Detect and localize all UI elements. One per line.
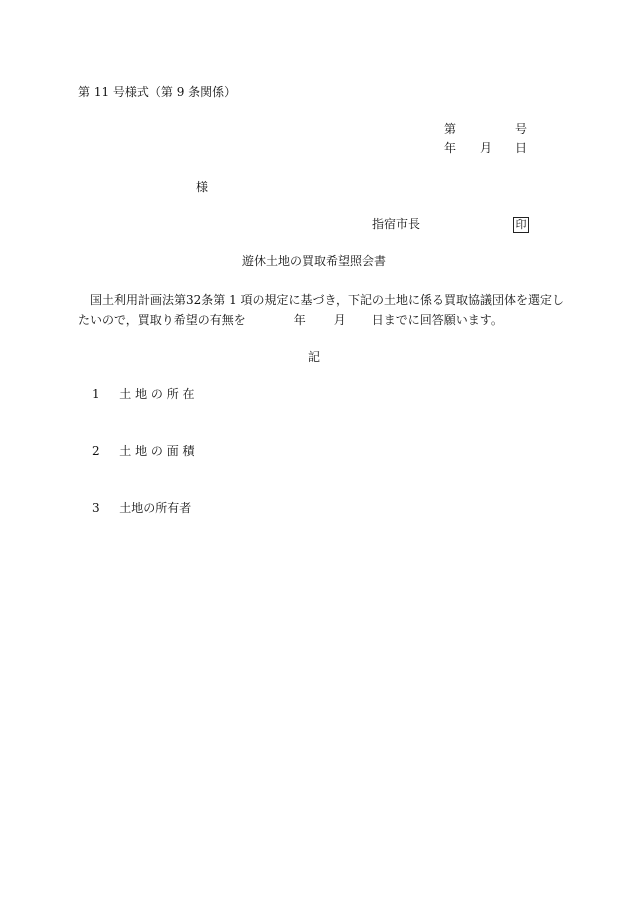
body-line-2 <box>78 312 503 328</box>
seal-box: 印 <box>513 217 529 233</box>
item-label: 土地の所有者 <box>119 501 192 515</box>
body-line-1: 国土利用計画法第32条第 1 項の規定に基づき，下記の土地に係る買取協議団体を選定し <box>90 293 565 307</box>
item-label: 土 地 の 面 積 <box>119 444 195 458</box>
body-line-2-tail: 日までに回答願います。 <box>371 313 503 327</box>
date-month: 月 <box>480 141 493 155</box>
doc-number-prefix: 第 <box>444 122 457 136</box>
item-label: 土 地 の 所 在 <box>119 387 195 401</box>
item-number: 2 <box>92 444 100 458</box>
body-line-2-year: 年 <box>293 313 306 327</box>
list-item <box>92 500 191 516</box>
item-number: 3 <box>92 501 100 515</box>
list-item <box>92 443 195 459</box>
issuer-name: 指宿市長 <box>372 217 421 231</box>
form-number: 第 11 号様式（第 9 条関係） <box>78 85 237 99</box>
date-day: 日 <box>515 141 528 155</box>
body-line-2-month: 月 <box>333 313 346 327</box>
document-title: 遊休土地の買取希望照会書 <box>242 254 387 268</box>
body-line-2-lead: たいので，買取り希望の有無を <box>78 313 246 327</box>
date-year: 年 <box>444 141 457 155</box>
item-number: 1 <box>92 387 100 401</box>
list-item <box>92 386 195 402</box>
doc-number-suffix: 号 <box>515 122 528 136</box>
ki-heading: 記 <box>308 350 321 364</box>
addressee-suffix: 様 <box>196 180 209 194</box>
seal-mark <box>513 216 529 233</box>
